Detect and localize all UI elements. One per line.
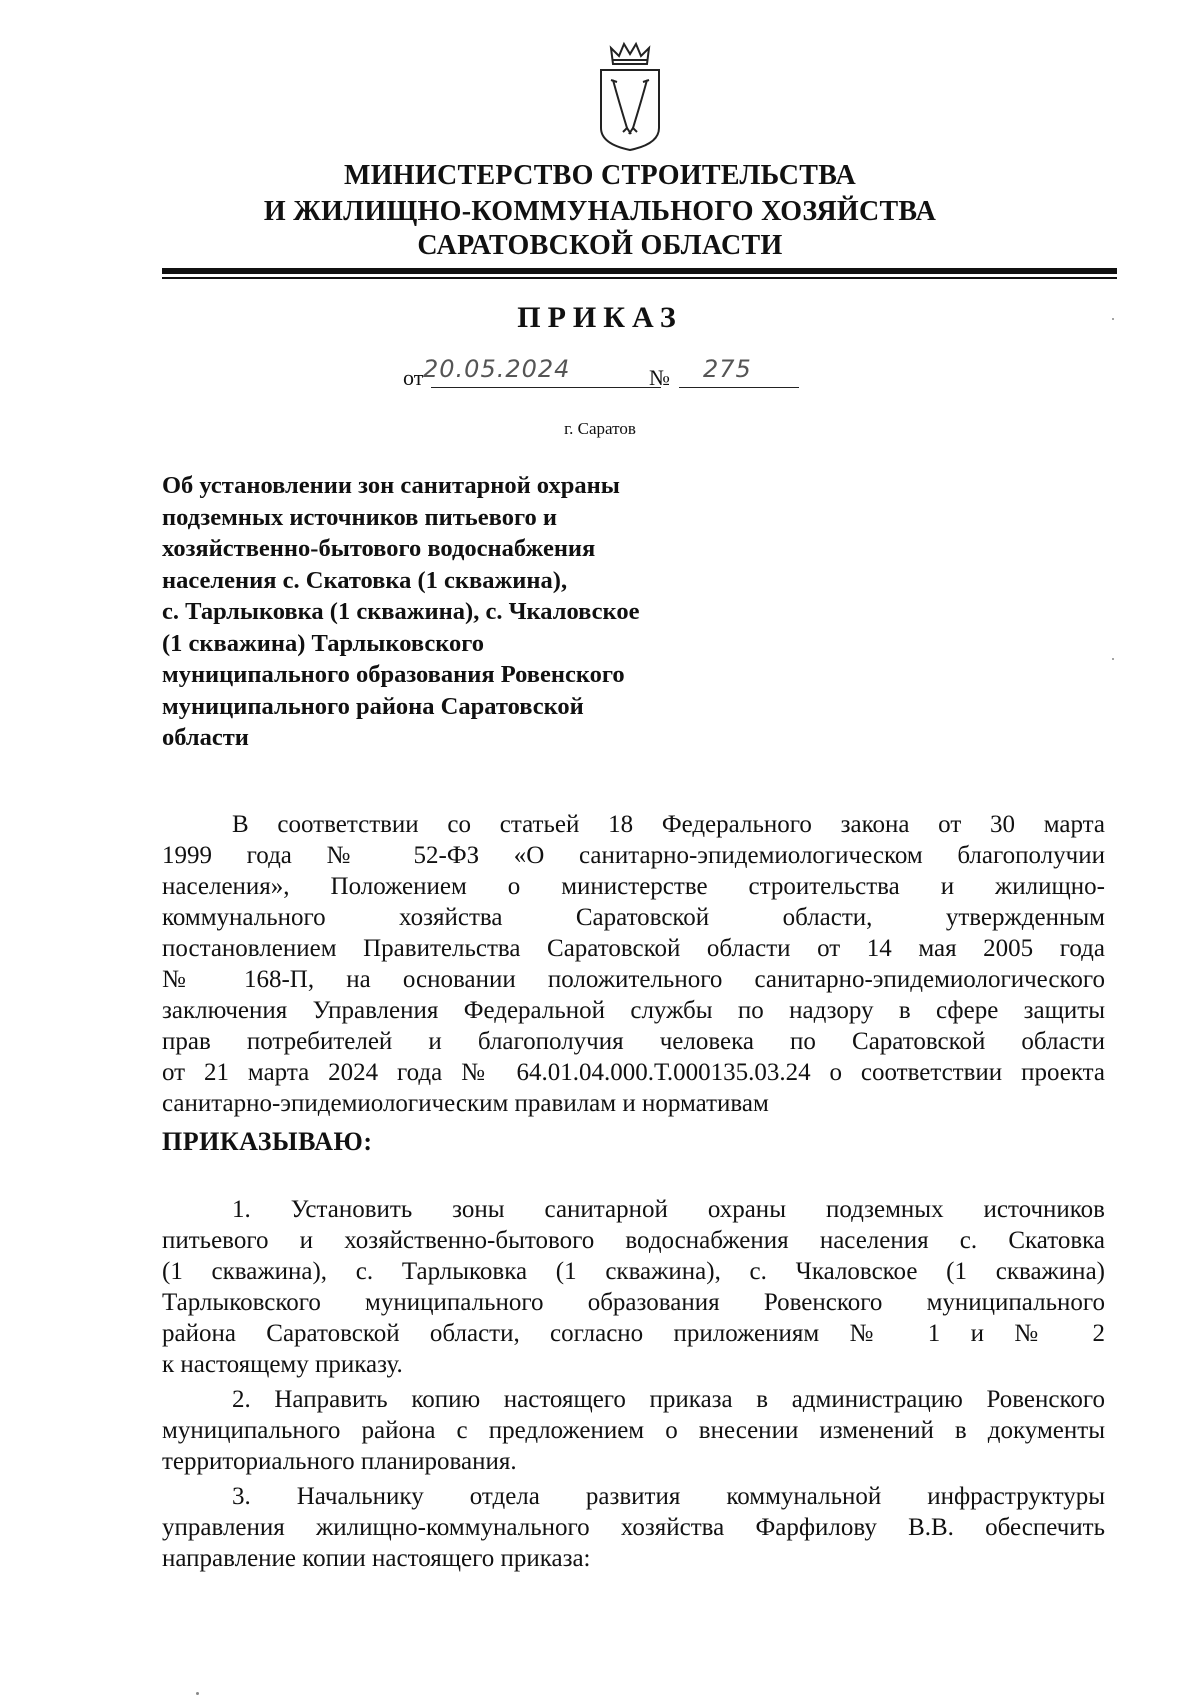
subject-line: подземных источников питьевого и [162,503,557,531]
item1-line: Тарлыковского муниципального образования Ровенского муниципального [162,1289,1105,1316]
issue-city: г. Саратов [564,419,636,438]
subject-line: Об установлении зон санитарной охраны [162,472,620,499]
preamble-line: от 21 марта 2024 года № 64.01.04.000.Т.000135.03.24 о соответствии проекта [162,1059,1105,1086]
ministry-name-line-1: МИНИСТЕРСТВО СТРОИТЕЛЬСТВА [343,160,857,191]
number-label: № [649,365,670,390]
number-underline [679,387,799,388]
header-divider-thin [162,277,1117,279]
preamble-line: В соответствии со статьей 18 Федерального закона от 30 марта [232,811,1105,838]
preamble-line: коммунального хозяйства Саратовской области, утвержденным [162,904,1105,931]
preamble-line: заключения Управления Федеральной службы по надзору в сфере защиты [162,997,1105,1024]
item1-line: района Саратовской области, согласно приложениям № 1 и № 2 [162,1320,1105,1347]
preamble-line: санитарно-эпидемиологическим правилам и нормативам [162,1090,769,1117]
subject-line: муниципального района Саратовской [162,692,584,720]
item2-line: муниципального района с предложением о внесении изменений в документы [162,1417,1105,1444]
preamble-line: № 168-П, на основании положительного санитарно-эпидемиологического [162,966,1105,993]
subject-line: населения с. Скатовка (1 скважина), [162,566,568,594]
preamble-line: прав потребителей и благополучия человека по Саратовской области [162,1028,1105,1055]
item2-line: 2. Направить копию настоящего приказа в администрацию Ровенского [232,1386,1105,1413]
item3-line: управления жилищно-коммунального хозяйства Фарфилову В.В. обеспечить [162,1514,1105,1541]
preamble-line: населения», Положением о министерстве строительства и жилищно- [162,873,1105,900]
header-divider-thick [162,268,1117,274]
ministry-name-line-3: САРАТОВСКОЙ ОБЛАСТИ [417,230,783,261]
date-label: от [403,365,424,390]
order-subject [162,470,782,754]
handwritten-number: 275 [703,355,752,383]
subject-line: области [162,724,249,751]
date-underline [431,387,661,388]
subject-line: хозяйственно-бытового водоснабжения [162,535,596,562]
directive-heading: ПРИКАЗЫВАЮ: [162,1127,373,1156]
preamble-line: 1999 года № 52-ФЗ «О санитарно-эпидемиологическом благополучии [162,842,1105,869]
item2-line: территориального планирования. [162,1448,517,1475]
item1-line: (1 скважина), с. Тарлыковка (1 скважина), с. Чкаловское (1 скважина) [162,1258,1105,1285]
subject-line: (1 скважина) Тарлыковского [162,629,485,657]
preamble-line: постановлением Правительства Саратовской области от 14 мая 2005 года [162,935,1105,962]
scan-speck [1112,318,1114,320]
ministry-name-line-2: И ЖИЛИЩНО-КОММУНАЛЬНОГО ХОЗЯЙСТВА [263,196,937,227]
scan-speck [196,1692,199,1695]
handwritten-date: 20.05.2024 [423,355,571,383]
item1-line: 1. Установить зоны санитарной охраны подземных источников [232,1196,1105,1223]
scan-speck [1112,658,1114,660]
document-type-title: ПРИКАЗ [517,301,683,334]
saratov-coat-of-arms-icon [589,36,671,154]
subject-line: муниципального образования Ровенского [162,661,625,688]
item3-line: направление копии настоящего приказа: [162,1545,591,1572]
item1-line: питьевого и хозяйственно-бытового водоснабжения населения с. Скатовка [162,1227,1105,1254]
subject-line: с. Тарлыковка (1 скважина), с. Чкаловское [162,598,640,625]
item1-line: к настоящему приказу. [162,1351,403,1378]
item3-line: 3. Начальнику отдела развития коммунальной инфраструктуры [232,1483,1105,1510]
order-date-number-row [403,355,883,391]
